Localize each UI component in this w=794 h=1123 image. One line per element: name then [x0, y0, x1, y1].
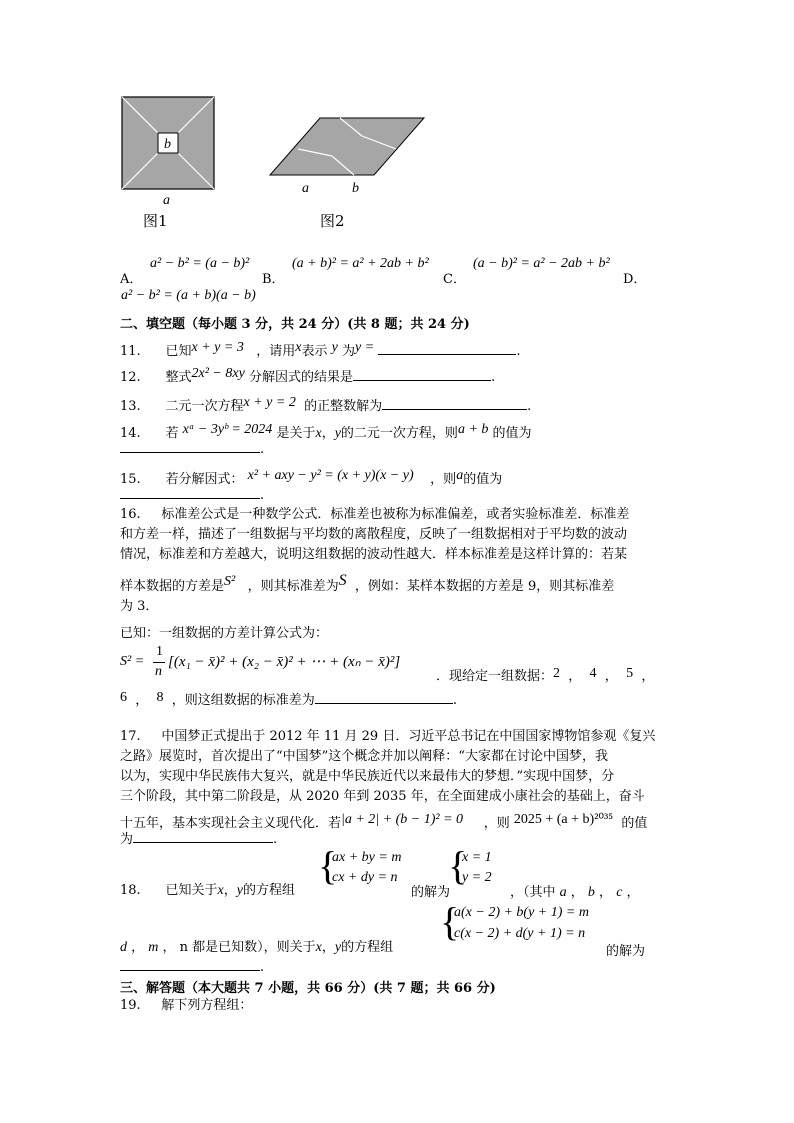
q18-line-2: d ， m ， n 都是已知数），则关于x，y的方程组	[120, 940, 394, 955]
q14-text: 若	[165, 426, 179, 441]
q16-para-3: 情况，标准差和方差越大，说明这组数据的波动性越大．样本标准差是这样计算的：若某	[120, 547, 628, 562]
q14-var-y: y	[334, 426, 341, 441]
q17-para-3: 以为，实现中华民族伟大复兴，就是中华民族近代以来最伟大的梦想．”实现中国梦，分	[120, 769, 615, 784]
q16-para-1: 标准差公式是一种数学公式．标准差也被称为标准偏差，或者实验标准差．标准差	[161, 507, 630, 522]
q10-option-c[interactable]: (a − b)² = a² − 2ab + b²	[473, 256, 610, 271]
q18-text6: 的方程组	[341, 940, 394, 955]
q18-param-m: m	[148, 940, 159, 955]
q14-text3: 的二元一次方程，则	[340, 426, 458, 441]
q11-answer-blank[interactable]	[378, 342, 516, 355]
q16-s-squared: S²	[224, 574, 236, 589]
q16-para-4a: 样本数据的方差是	[120, 579, 225, 594]
q16-end: .	[452, 693, 457, 708]
q13-text: 二元一次方程	[165, 399, 244, 414]
q18-text7: 的解为	[606, 944, 646, 959]
q16-formula-lhs: S² =	[120, 654, 145, 669]
q15-equation: x² + axy − y² = (x + y)(x − y)	[247, 468, 414, 483]
q18-var-x-2: x	[315, 940, 322, 955]
q10-option-b-label[interactable]: B．	[262, 272, 285, 287]
fig2-parallelogram	[270, 118, 424, 175]
q18-solution-y: y = 2	[462, 870, 492, 885]
section-2-heading: 二、填空题（每小题 3 分，共 24 分）(共 8 题；共 24 分)	[120, 317, 470, 332]
q18-system2-eq2: c(x − 2) + d(y + 1) = n	[454, 926, 586, 941]
q15-text3: 的值为	[463, 472, 503, 487]
question-12	[120, 364, 495, 388]
q18-system1-eq2: cx + dy = n	[332, 870, 398, 885]
q18-text: 已知关于	[165, 883, 218, 898]
q11-equation: x + y = 3	[191, 340, 244, 355]
q10-option-b[interactable]: (a + b)² = a² + 2ab + b²	[292, 256, 429, 271]
q11-text2: ，请用	[256, 344, 296, 359]
q16-number: 16.	[120, 507, 141, 522]
q16-datum-4: 6	[120, 690, 127, 705]
q14-answer-line	[120, 440, 264, 460]
q11-number: 11.	[120, 344, 141, 359]
q18-solution-x: x = 1	[462, 850, 492, 865]
q16-text-ask: ，则这组数据的标准差为	[171, 693, 315, 708]
q15-text: 若分解因式：	[165, 472, 244, 487]
q18-answer-blank[interactable]	[120, 958, 260, 971]
question-16	[120, 505, 629, 617]
q16-para-4c: ，例如：某样本数据的方差是 9，则其标准差	[354, 579, 615, 594]
q17-end: .	[273, 832, 278, 847]
q18-sol-brace: {	[448, 843, 468, 888]
q14-equation: xᵃ − 3yᵇ = 2024	[182, 422, 273, 437]
q12-expression: 2x² − 8xy	[191, 366, 245, 381]
q11-var-y: y	[331, 340, 338, 355]
q14-text4: 的值为	[492, 426, 532, 441]
q12-text2: 分解因式的结果是	[248, 370, 353, 385]
q17-para-5b: ，则	[483, 816, 510, 831]
q13-text2: 的正整数解为	[304, 399, 383, 414]
q16-datum-3: 5	[626, 666, 634, 681]
q16-s: S	[338, 572, 347, 589]
q16-datum-5: 8	[156, 690, 164, 705]
q13-end: .	[527, 399, 532, 414]
q15-end: .	[260, 488, 265, 503]
q16-data-given-2: 6 ， 8 ，则这组数据的标准差为 .	[120, 690, 457, 708]
q16-data-given: ．现给定一组数据：2 ， 4 ， 5 ，	[436, 666, 655, 684]
q18-comma-2: ，	[321, 940, 335, 955]
q12-number: 12.	[120, 370, 141, 385]
q17-number: 17.	[120, 729, 141, 744]
q11-text3: 表示	[301, 344, 328, 359]
q12-end: .	[490, 370, 496, 385]
q11-text: 已知	[165, 344, 192, 359]
q11-var-x: x	[295, 340, 302, 355]
q16-datum-1: 2	[553, 666, 561, 681]
fig1-side-label: a	[163, 193, 170, 208]
q18-text4: ，（其中	[510, 885, 556, 900]
q14-text2: 是关于	[276, 426, 316, 441]
q17-para-1: 中国梦正式提出于 2012 年 11 月 29 日．习近平总书记在中国国家博物馆参观《复兴	[161, 729, 656, 744]
q11-end: .	[516, 344, 521, 359]
q18-system2-eq1: a(x − 2) + b(y + 1) = m	[454, 905, 589, 920]
fig2-label-b: b	[352, 181, 359, 196]
q18-system1-eq1: ax + by = m	[332, 850, 402, 865]
q18-params: ，（其中 a ， b ， c ，	[510, 885, 640, 900]
figure-2	[262, 112, 432, 197]
q15-answer-line	[120, 486, 264, 506]
q16-datum-2: 4	[589, 666, 597, 681]
q14-answer-blank[interactable]	[120, 440, 260, 453]
q14-end: .	[260, 442, 265, 457]
q16-frac-numerator: 1	[156, 644, 163, 659]
q14-number: 14.	[120, 426, 141, 441]
q12-text: 整式	[165, 370, 192, 385]
q18-var-y-2: y	[334, 940, 342, 955]
q18-text3: 的解为	[411, 885, 451, 900]
q12-answer-blank[interactable]	[353, 368, 491, 381]
question-17	[120, 727, 655, 807]
q18-param-b: b	[587, 885, 595, 900]
question-13	[120, 393, 531, 417]
q18-answer-line	[120, 958, 264, 978]
q17-answer-line	[120, 830, 277, 850]
q18-param-d: d	[120, 940, 127, 955]
q17-para-4: 三个阶段，其中第二阶段是，从 2020 年到 2035 年，在全面建成小康社会的基础上，奋斗	[120, 789, 645, 804]
q16-para-2: 和方差一样，描述了一组数据与平均数的离散程度，反映了一组数据相对于平均数的波动	[120, 527, 628, 542]
q13-answer-blank[interactable]	[382, 397, 527, 410]
q15-text2: ，则	[430, 472, 457, 487]
q17-para-2: 之路》展览时，首次提出了“中国梦”这个概念并加以阐释：“大家都在讨论中国梦，我	[120, 749, 608, 764]
q11-y-equals: y =	[355, 340, 375, 355]
fig1-inner-label: b	[164, 137, 171, 152]
q17-para-5a: 十五年，基本实现社会主义现代化．若	[120, 816, 342, 831]
question-18	[120, 881, 295, 901]
question-19	[120, 996, 252, 1016]
q19-number: 19.	[120, 998, 141, 1013]
q18-comma: ，	[223, 883, 237, 898]
fig1-caption: 图1	[143, 212, 168, 230]
q18-sys2-brace: {	[440, 899, 460, 944]
question-11	[120, 338, 520, 362]
q10-option-a[interactable]: a² − b² = (a − b)²	[150, 256, 250, 271]
q14-a-plus-b: a + b	[457, 422, 489, 437]
q18-text5: n 都是已知数），则关于	[179, 940, 316, 955]
q10-option-d[interactable]: a² − b² = (a + b)(a − b)	[121, 288, 256, 303]
q18-var-y: y	[236, 883, 243, 898]
q16-formula-body: [(x₁ − x̄)² + (x₂ − x̄)² + ⋯ + (xₙ − x̄)²]	[168, 654, 401, 670]
fig2-caption: 图2	[320, 212, 345, 230]
q17-para-6: 为	[120, 832, 134, 847]
q16-frac-denominator: n	[155, 664, 162, 679]
q10-option-c-label[interactable]: C．	[443, 272, 466, 287]
q15-answer-blank[interactable]	[120, 486, 260, 499]
q15-number: 15.	[120, 472, 141, 487]
q16-formula-intro: 已知：一组数据的方差计算公式为：	[120, 626, 329, 641]
q18-param-c: c	[616, 885, 623, 900]
q10-option-d-label[interactable]: D．	[623, 272, 647, 287]
q17-answer-blank[interactable]	[133, 830, 273, 843]
q11-text4: 为	[341, 344, 355, 359]
q17-expression: 2025 + (a + b)²⁰³⁵	[513, 812, 614, 827]
q18-end: .	[260, 960, 265, 975]
q17-para-5c: 的值	[621, 816, 648, 831]
fig2-label-a: a	[302, 181, 309, 196]
q16-para-4b: ，则其标准差为	[247, 579, 339, 594]
q18-number: 18.	[120, 883, 141, 898]
section-3-heading: 三、解答题（本大题共 7 小题，共 66 分）(共 7 题；共 66 分)	[120, 981, 496, 996]
q16-para-5: 为 3．	[120, 599, 159, 614]
q13-equation: x + y = 2	[243, 395, 296, 410]
q18-param-a: a	[559, 885, 567, 900]
q14-var-x: x	[315, 426, 322, 441]
q13-number: 13.	[120, 399, 141, 414]
q19-text: 解下列方程组：	[161, 998, 253, 1013]
q16-text-given: ．现给定一组数据：	[436, 669, 554, 684]
q15-var-a: a	[456, 468, 464, 483]
q16-frac-bar	[153, 662, 165, 663]
q18-var-x: x	[217, 883, 224, 898]
q10-option-a-label[interactable]: A．	[120, 272, 143, 287]
q18-sys1-brace: {	[318, 843, 338, 888]
q18-text2: 的方程组	[242, 883, 295, 898]
q16-answer-blank[interactable]	[315, 691, 453, 704]
q17-condition: |a + 2| + (b − 1)² = 0	[341, 812, 464, 827]
q14-comma: ，	[321, 426, 335, 441]
figure-1	[115, 92, 225, 232]
